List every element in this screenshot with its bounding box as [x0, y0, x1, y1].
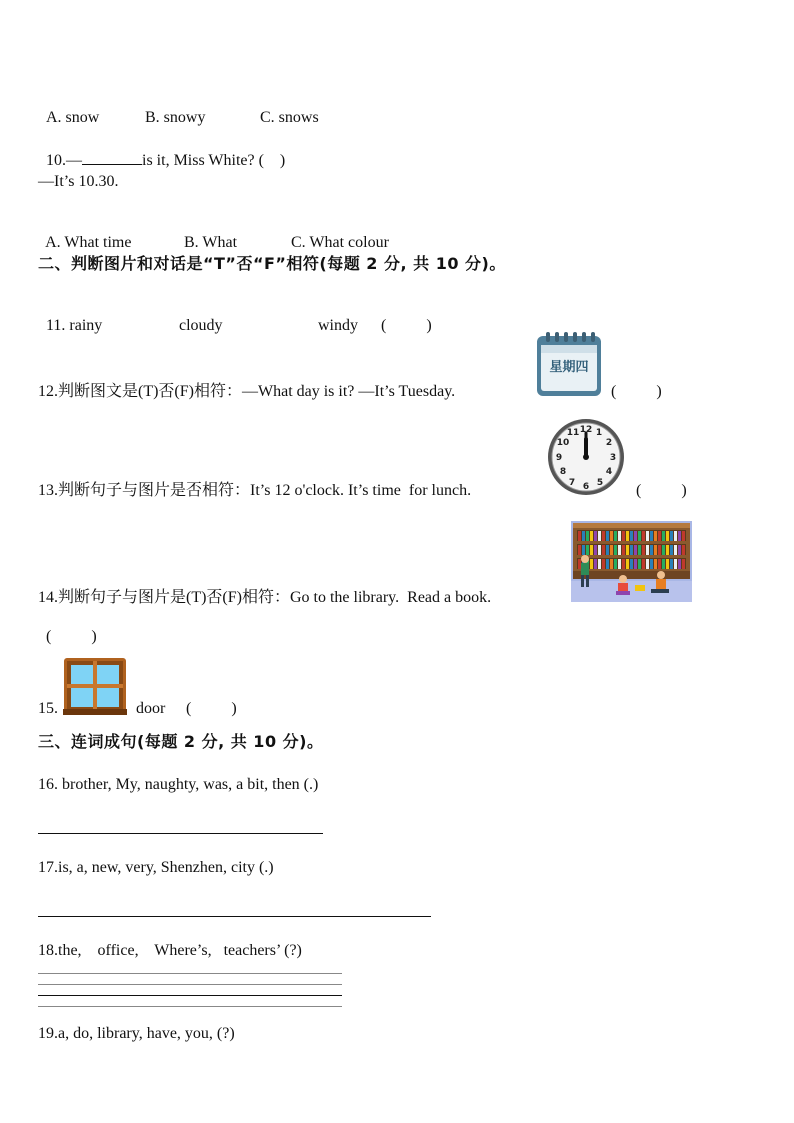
q11-word-3: windy [318, 317, 358, 334]
svg-text:12: 12 [579, 425, 593, 435]
q18-text: 18.the, office, Where’s, teachers’ (?) [38, 942, 302, 959]
svg-text:10: 10 [556, 438, 570, 448]
q12-text: 12.判断图文是(T)否(F)相符：—What day is it? —It’s Tuesday. [38, 383, 456, 400]
q10-blank[interactable] [82, 150, 142, 165]
q10-option-a: A. What time [45, 234, 132, 251]
q11-word-2: cloudy [179, 317, 223, 334]
q17-answer-line[interactable] [38, 916, 431, 917]
svg-text:11: 11 [566, 428, 580, 438]
q10-option-b: B. What [184, 234, 238, 251]
q10-prefix: 10.— [46, 152, 82, 169]
q14-answer-paren[interactable]: ( ) [46, 628, 97, 645]
q11 [38, 296, 432, 336]
q14-text: 14.判断句子与图片是(T)否(F)相符：Go to the library. Read a book. [38, 589, 492, 606]
svg-text:5: 5 [596, 478, 604, 488]
svg-text:8: 8 [559, 467, 567, 477]
q15-number: 15. [38, 700, 58, 717]
q12-answer-paren[interactable]: ( ) [611, 383, 662, 400]
calendar-label: 星期四 [549, 360, 589, 375]
svg-text:6: 6 [582, 482, 590, 492]
q10-answer-line: —It’s 10.30. [38, 173, 119, 190]
q17-text: 17.is, a, new, very, Shenzhen, city (.) [38, 859, 274, 876]
q11-answer-paren[interactable]: ( ) [381, 317, 432, 334]
q18-answer-line-2[interactable] [38, 984, 342, 985]
q11-word-1: 11. rainy [46, 317, 103, 334]
q10-options [38, 213, 389, 253]
q16-text: 16. brother, My, naughty, was, a bit, then (.) [38, 776, 319, 793]
q15-answer-paren[interactable]: ( ) [186, 700, 237, 717]
clock-twelve-image [546, 417, 626, 497]
q13-text: 13.判断句子与图片是否相符：It’s 12 o'clock. It’s time for lunch. [38, 482, 472, 499]
q10-question [38, 130, 285, 171]
window-image [63, 657, 127, 715]
calendar-thursday-image [536, 331, 602, 397]
q13-answer-paren[interactable]: ( ) [636, 482, 687, 499]
svg-text:7: 7 [568, 478, 576, 488]
q9-option-b: B. snowy [145, 109, 206, 126]
svg-text:4: 4 [605, 467, 613, 477]
q10-text: is it, Miss White? ( ) [142, 152, 286, 169]
q9-options [38, 88, 319, 128]
q19-text: 19.a, do, library, have, you, (?) [38, 1025, 235, 1042]
svg-text:3: 3 [609, 453, 617, 463]
section3-heading: 三、连词成句(每题 2 分, 共 10 分)。 [38, 732, 324, 751]
library-reading-image [571, 521, 692, 602]
q9-option-c: C. snows [260, 109, 319, 126]
q18-answer-line-4[interactable] [38, 1006, 342, 1007]
svg-text:1: 1 [595, 428, 603, 438]
q15-word: door [136, 700, 166, 717]
svg-text:9: 9 [555, 453, 563, 463]
q18-answer-line-3[interactable] [38, 995, 342, 996]
q18-answer-line-1[interactable] [38, 973, 342, 974]
q9-option-a: A. snow [46, 109, 100, 126]
svg-text:2: 2 [605, 438, 613, 448]
section2-heading: 二、判断图片和对话是“T”否“F”相符(每题 2 分, 共 10 分)。 [38, 254, 506, 273]
q16-answer-line[interactable] [38, 833, 323, 834]
q10-option-c: C. What colour [291, 234, 389, 251]
